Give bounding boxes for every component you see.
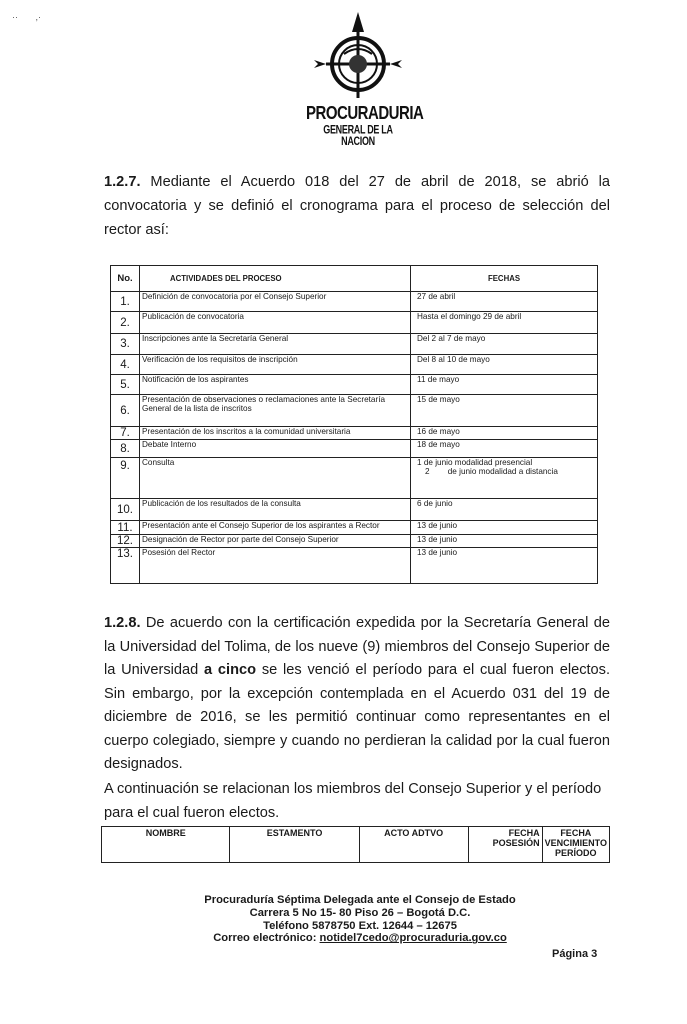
column-header-fecha-vencimiento: FECHA VENCIMIENTO PERÍODO <box>542 827 609 863</box>
column-header-acto: ACTO ADTVO <box>359 827 468 863</box>
row-number: 10. <box>111 499 140 521</box>
footer-email-label: Correo electrónico: <box>213 932 320 945</box>
row-date: 6 de junio <box>411 499 598 521</box>
procuraduria-logo <box>306 10 424 148</box>
section-number: 1.2.8. <box>104 615 141 631</box>
row-number: 11. <box>111 521 140 535</box>
row-date-secondary: 2 de junio modalidad a distancia <box>425 467 558 476</box>
table-header-row <box>102 827 610 863</box>
row-activity: Notificación de los aspirantes <box>140 375 411 395</box>
logo-subtitle: GENERAL DE LA NACION <box>323 123 393 148</box>
row-number: 4. <box>111 355 140 375</box>
paragraph-emphasis: a cinco <box>204 662 257 678</box>
paragraph-text: De acuerdo con la certificación expedida por la Secretaría General de la Universidad del Tolima, de los nueve (9) miembros del Consejo Superior de la Universidad <box>104 615 610 678</box>
row-activity: Inscripciones ante la Secretaría General <box>140 334 411 355</box>
row-activity: Definición de convocatoria por el Consejo Superior <box>140 292 411 312</box>
table-row <box>111 355 598 375</box>
footer-email-line <box>150 932 570 945</box>
table-row <box>111 427 598 440</box>
row-date: 11 de mayo <box>411 375 598 395</box>
row-activity: Consulta <box>140 458 411 499</box>
row-date: 13 de junio <box>411 535 598 548</box>
column-header-dates: FECHAS <box>411 266 598 292</box>
row-number: 6. <box>111 395 140 427</box>
row-number: 12. <box>111 535 140 548</box>
table-row <box>111 440 598 458</box>
row-number: 13. <box>111 548 140 584</box>
row-activity: Verificación de los requisitos de inscripción <box>140 355 411 375</box>
table-header-row <box>111 266 598 292</box>
row-activity: Debate Interno <box>140 440 411 458</box>
schedule-table <box>110 265 598 584</box>
row-date: 27 de abril <box>411 292 598 312</box>
row-activity: Presentación ante el Consejo Superior de los aspirantes a Rector <box>140 521 411 535</box>
table-row <box>111 499 598 521</box>
table-row <box>111 395 598 427</box>
row-date: 16 de mayo <box>411 427 598 440</box>
column-header-estamento: ESTAMENTO <box>230 827 359 863</box>
column-header-activities: ACTIVIDADES DEL PROCESO <box>140 266 411 292</box>
row-date: Hasta el domingo 29 de abril <box>411 312 598 334</box>
paragraph-continuation: A continuación se relacionan los miembros del Consejo Superior y el período para el cual fueron electos. <box>104 781 602 821</box>
footer <box>150 894 570 945</box>
members-table <box>101 826 610 863</box>
row-number: 5. <box>111 375 140 395</box>
row-activity: Publicación de convocatoria <box>140 312 411 334</box>
footer-office: Procuraduría Séptima Delegada ante el Consejo de Estado <box>204 894 516 906</box>
table-row <box>111 548 598 584</box>
row-activity: Presentación de observaciones o reclamaciones ante la Secretaría General de la lista de inscritos <box>140 395 411 427</box>
logo-title: PROCURADURIA <box>306 102 424 125</box>
table-row <box>111 312 598 334</box>
footer-address: Carrera 5 No 15- 80 Piso 26 – Bogotá D.C. <box>249 906 471 919</box>
paragraph-text-cont: se les venció el período para el cual fueron electos. Sin embargo, por la excepción contemplada en el Acuerdo 031 del 19 de diciembre de 2016, se les permitió continuar como representantes en el cuerpo colegiado, siempre y cuando no perdieran la calidad por la cual fueron designados. <box>104 662 611 772</box>
scan-artifact: ·· ,· <box>12 12 41 22</box>
column-header-no: No. <box>111 266 140 292</box>
table-row <box>111 535 598 548</box>
table-row <box>111 375 598 395</box>
row-number: 1. <box>111 292 140 312</box>
row-number: 8. <box>111 440 140 458</box>
footer-email-link[interactable]: notidel7cedo@procuraduria.gov.co <box>319 932 507 945</box>
row-activity: Presentación de los inscritos a la comunidad universitaria <box>140 427 411 440</box>
paragraph-1-2-7 <box>104 170 610 242</box>
row-date: 18 de mayo <box>411 440 598 458</box>
row-date: 13 de junio <box>411 521 598 535</box>
row-activity: Posesión del Rector <box>140 548 411 584</box>
row-number: 9. <box>111 458 140 499</box>
paragraph-1-2-8 <box>104 612 610 777</box>
table-row <box>111 292 598 312</box>
row-date: Del 2 al 7 de mayo <box>411 334 598 355</box>
row-number: 2. <box>111 312 140 334</box>
column-header-nombre: NOMBRE <box>102 827 230 863</box>
table-row <box>111 458 598 499</box>
table-row <box>111 521 598 535</box>
section-number: 1.2.7. <box>104 174 141 190</box>
row-date: 1 de junio modalidad presencial <box>417 458 533 467</box>
row-number: 3. <box>111 334 140 355</box>
row-activity: Designación de Rector por parte del Consejo Superior <box>140 535 411 548</box>
footer-phone: Teléfono 5878750 Ext. 12644 – 12675 <box>263 919 457 932</box>
column-header-fecha-posesion: FECHA POSESIÓN <box>468 827 542 863</box>
row-activity: Publicación de los resultados de la consulta <box>140 499 411 521</box>
row-date: Del 8 al 10 de mayo <box>411 355 598 375</box>
row-date: 13 de junio <box>411 548 598 584</box>
emblem-icon <box>306 10 410 106</box>
paragraph-text: Mediante el Acuerdo 018 del 27 de abril de 2018, se abrió la convocatoria y se definió el cronograma para el proceso de selección del rector así: <box>104 174 610 238</box>
table-row <box>111 334 598 355</box>
row-date: 15 de mayo <box>411 395 598 427</box>
row-number: 7. <box>111 427 140 440</box>
page-number: Página 3 <box>552 948 598 960</box>
